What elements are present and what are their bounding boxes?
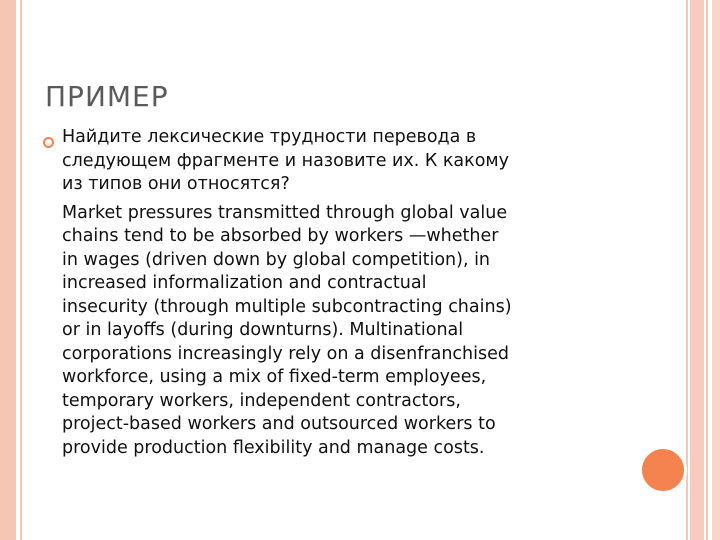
task-line: из типов они относятся? — [62, 174, 290, 194]
right-border-line-inner — [686, 0, 688, 540]
slide-body — [62, 126, 622, 460]
slide-title: ПРИМЕР — [45, 80, 169, 113]
passage-line: or in layoffs (during downturns). Multinational — [62, 320, 464, 340]
passage-line: Market pressures transmitted through global value — [62, 202, 508, 223]
passage-line: insecurity (through multiple subcontracting chains) — [62, 296, 512, 317]
task-line: следующем фрагменте и назовите их. К какому — [62, 150, 509, 171]
right-border-line-outer — [706, 0, 708, 540]
left-border-line — [20, 0, 22, 540]
passage-line: corporations increasingly rely on a disenfranchised — [62, 343, 509, 364]
passage-line: provide production flexibility and manage costs. — [62, 437, 485, 458]
bullet-ring-icon — [43, 137, 54, 148]
passage-line: workforce, using a mix of fixed-term employees, — [62, 367, 487, 387]
left-border-band — [0, 0, 16, 540]
right-border-band — [690, 0, 704, 540]
passage-line: project-based workers and outsourced workers to — [62, 414, 496, 434]
passage-paragraph — [62, 202, 622, 461]
decorative-circle-icon — [639, 446, 687, 494]
passage-line: increased informalization and contractual — [62, 273, 427, 293]
passage-line: in wages (driven down by global competition), in — [62, 249, 491, 270]
passage-line: chains tend to be absorbed by workers —whether — [62, 226, 499, 246]
task-paragraph — [62, 126, 622, 197]
task-line: Найдите лексические трудности перевода в — [62, 127, 477, 147]
passage-line: temporary workers, independent contractors, — [62, 390, 461, 411]
right-border-edge — [712, 0, 720, 540]
